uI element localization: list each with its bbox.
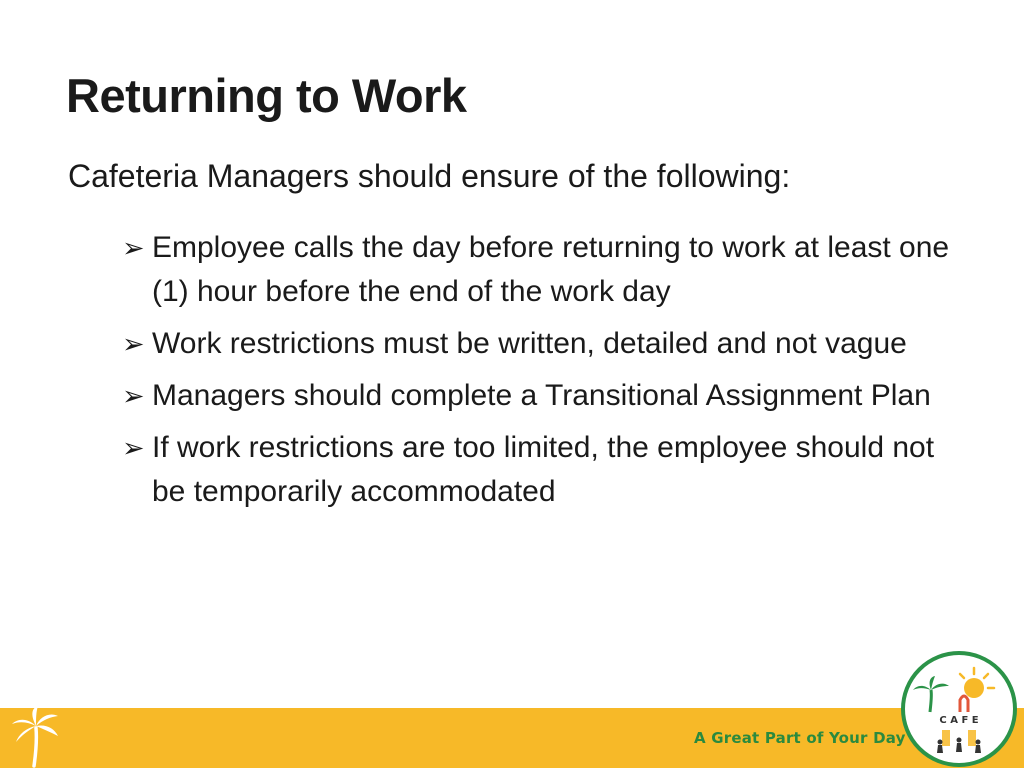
logo-text: C A F E (939, 715, 979, 726)
bullet-text: If work restrictions are too limited, the employee should not be temporarily accommodated (152, 431, 935, 508)
bullet-item (120, 426, 970, 514)
cafe-logo-icon (900, 650, 1018, 768)
bullet-text: Employee calls the day before returning to work at least one (1) hour before the end of the work day (152, 231, 950, 308)
arrow-bullet-icon: ➢ (122, 329, 145, 359)
arrow-bullet-icon: ➢ (122, 233, 145, 263)
arrow-bullet-icon: ➢ (122, 433, 145, 463)
palm-tree-icon (10, 706, 62, 768)
intro-text: Cafeteria Managers should ensure of the following: (68, 158, 791, 194)
bullet-item (120, 374, 970, 418)
bullet-item (120, 322, 970, 366)
arrow-bullet-icon: ➢ (122, 381, 145, 411)
bullet-text: Managers should complete a Transitional Assignment Plan (152, 379, 931, 412)
bullet-list (120, 226, 970, 522)
slide-title: Returning to Work (66, 69, 467, 122)
bullet-text: Work restrictions must be written, detailed and not vague (152, 327, 907, 360)
footer-tagline: A Great Part of Your Day (694, 729, 906, 747)
bullet-item (120, 226, 970, 314)
